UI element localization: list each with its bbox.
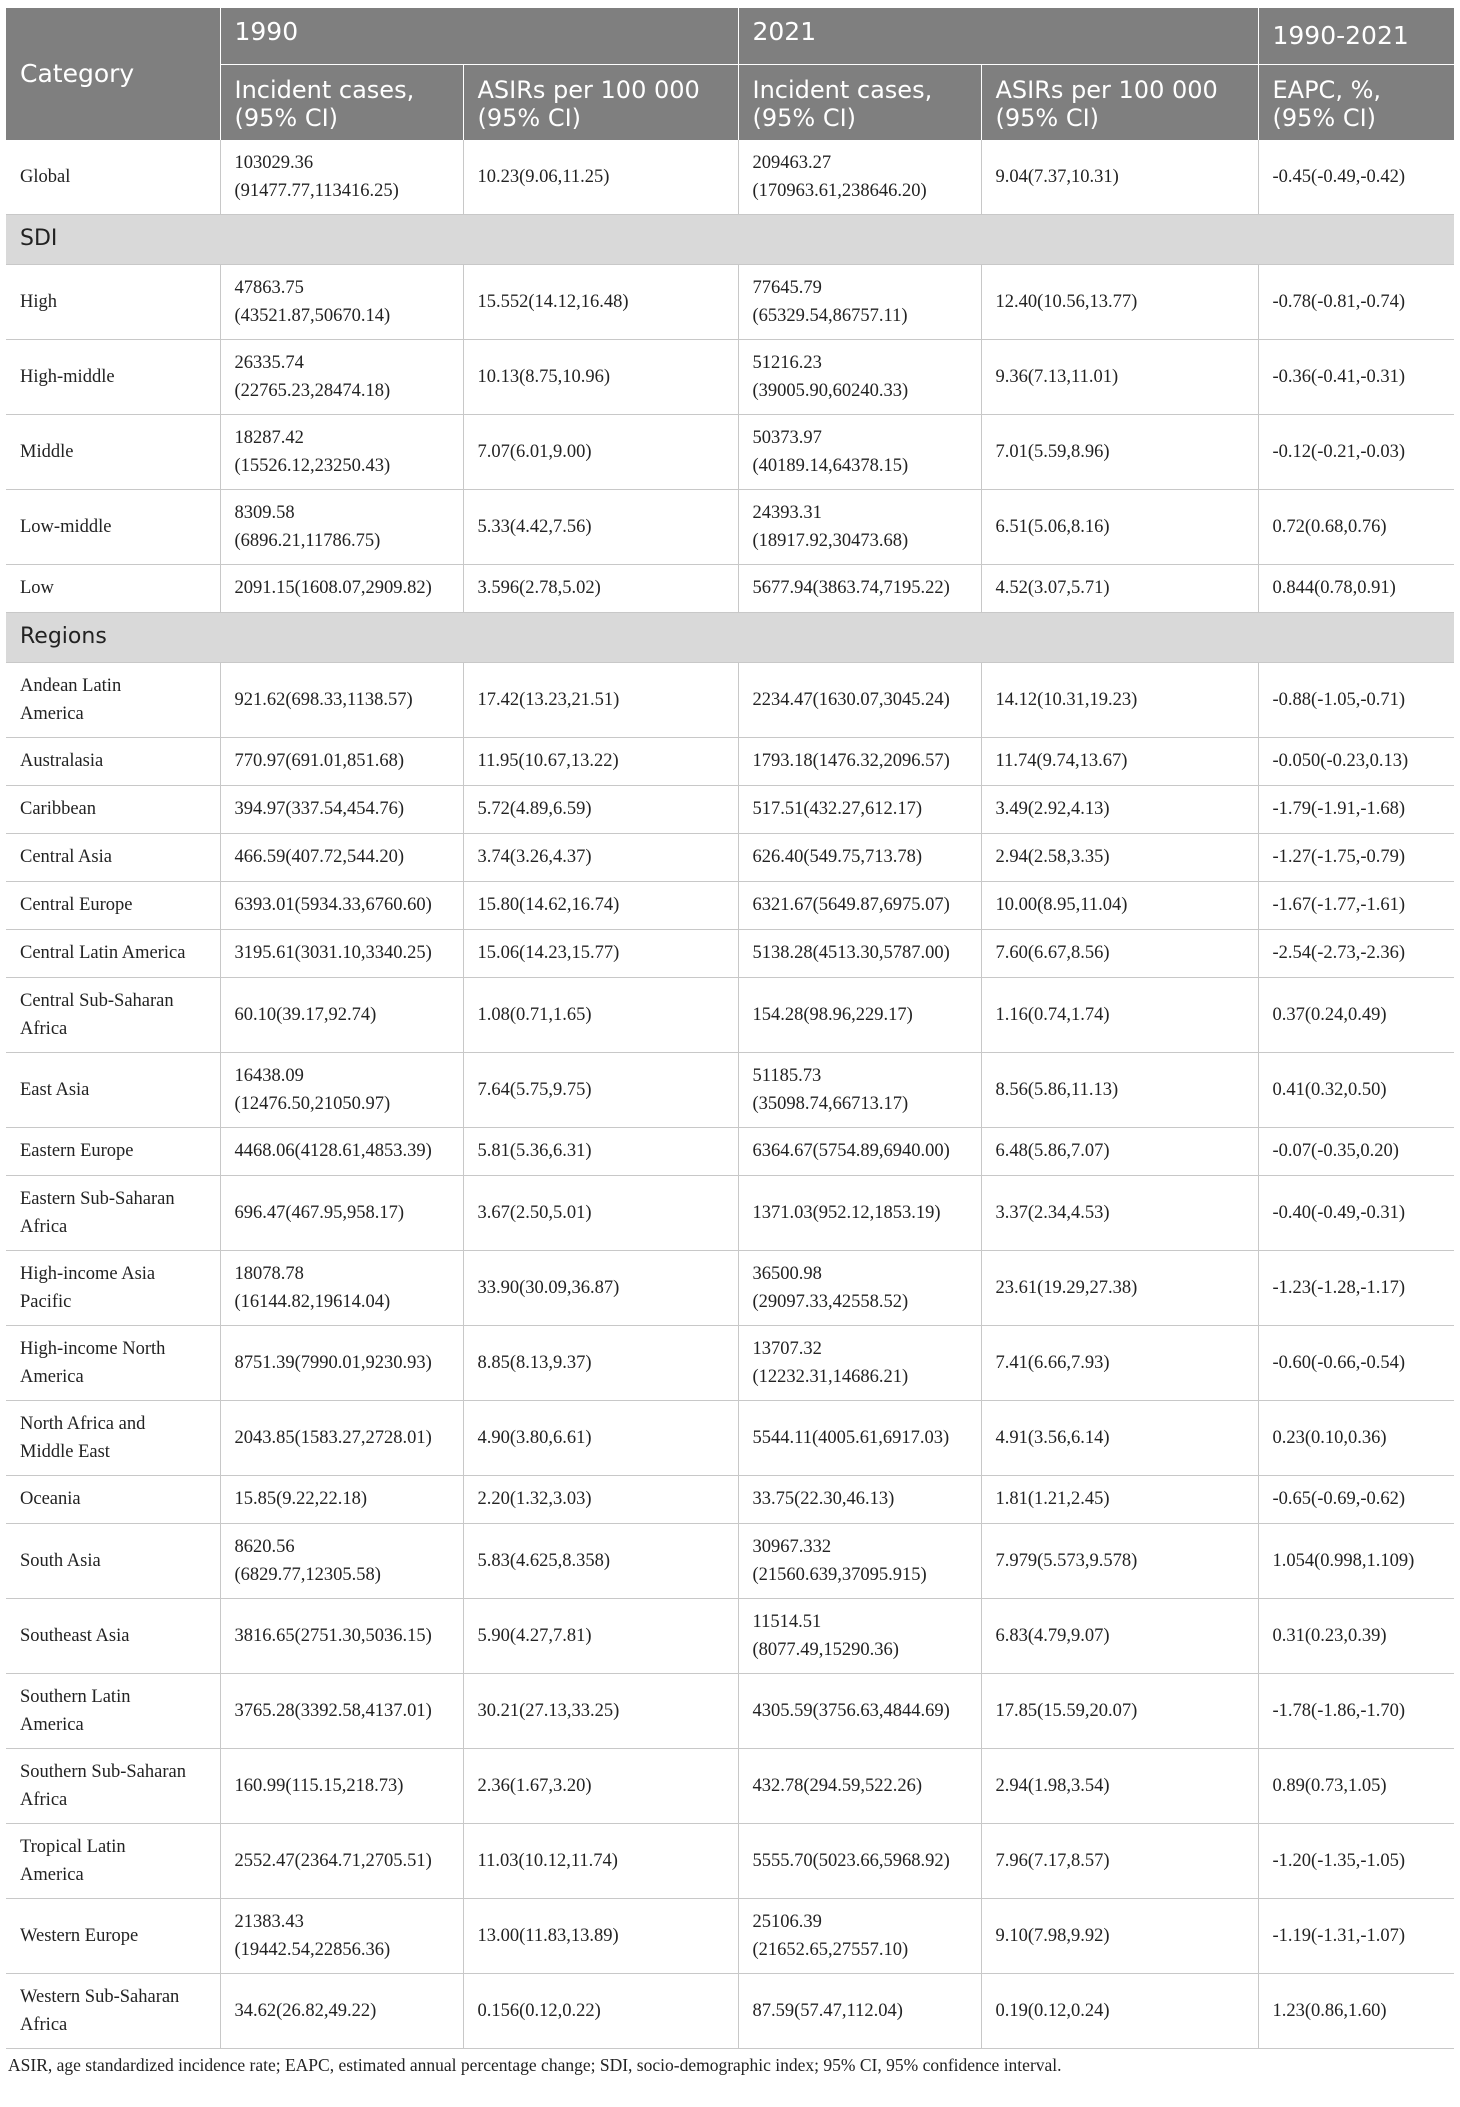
section-header-row [6, 612, 1454, 662]
table-row [6, 1598, 1454, 1673]
header-year-1990: 1990 [220, 8, 738, 65]
cell-asirs-2021: 11.74(9.74,13.67) [981, 737, 1258, 785]
cell-asirs-1990: 5.33(4.42,7.56) [463, 489, 738, 564]
cell-category: High-income Asia Pacific [6, 1250, 220, 1325]
cell-eapc: -1.78(-1.86,-1.70) [1258, 1673, 1454, 1748]
cell-asirs-1990: 15.552(14.12,16.48) [463, 264, 738, 339]
table-body [6, 140, 1454, 2049]
cell-asirs-1990: 15.06(14.23,15.77) [463, 929, 738, 977]
cell-asirs-2021: 1.16(0.74,1.74) [981, 977, 1258, 1052]
cell-category: Central Latin America [6, 929, 220, 977]
cell-incident-cases-1990: 8751.39(7990.01,9230.93) [220, 1325, 463, 1400]
cell-asirs-2021: 7.979(5.573,9.578) [981, 1523, 1258, 1598]
cell-category: South Asia [6, 1523, 220, 1598]
table-row [6, 1973, 1454, 2048]
cell-asirs-2021: 0.19(0.12,0.24) [981, 1973, 1258, 2048]
cell-asirs-2021: 6.48(5.86,7.07) [981, 1127, 1258, 1175]
cell-incident-cases-1990: 466.59(407.72,544.20) [220, 833, 463, 881]
cell-incident-cases-1990: 3765.28(3392.58,4137.01) [220, 1673, 463, 1748]
table-row [6, 662, 1454, 737]
cell-category: High-middle [6, 339, 220, 414]
cell-incident-cases-1990: 34.62(26.82,49.22) [220, 1973, 463, 2048]
cell-incident-cases-2021: 30967.332 (21560.639,37095.915) [738, 1523, 981, 1598]
cell-incident-cases-2021: 77645.79 (65329.54,86757.11) [738, 264, 981, 339]
cell-category: Southeast Asia [6, 1598, 220, 1673]
cell-eapc: 0.89(0.73,1.05) [1258, 1748, 1454, 1823]
header-period: 1990-2021 [1258, 8, 1454, 65]
cell-incident-cases-1990: 921.62(698.33,1138.57) [220, 662, 463, 737]
table-row [6, 1523, 1454, 1598]
table-row [6, 1823, 1454, 1898]
cell-incident-cases-2021: 50373.97 (40189.14,64378.15) [738, 414, 981, 489]
cell-eapc: 0.72(0.68,0.76) [1258, 489, 1454, 564]
cell-asirs-2021: 14.12(10.31,19.23) [981, 662, 1258, 737]
cell-asirs-2021: 7.41(6.66,7.93) [981, 1325, 1258, 1400]
cell-incident-cases-2021: 24393.31 (18917.92,30473.68) [738, 489, 981, 564]
header-year-2021: 2021 [738, 8, 1258, 65]
cell-eapc: 0.31(0.23,0.39) [1258, 1598, 1454, 1673]
cell-asirs-2021: 7.01(5.59,8.96) [981, 414, 1258, 489]
cell-asirs-2021: 2.94(2.58,3.35) [981, 833, 1258, 881]
cell-incident-cases-1990: 8309.58 (6896.21,11786.75) [220, 489, 463, 564]
cell-incident-cases-2021: 1793.18(1476.32,2096.57) [738, 737, 981, 785]
table-row [6, 414, 1454, 489]
cell-incident-cases-1990: 160.99(115.15,218.73) [220, 1748, 463, 1823]
cell-asirs-1990: 4.90(3.80,6.61) [463, 1400, 738, 1475]
table-row [6, 1175, 1454, 1250]
cell-eapc: -0.40(-0.49,-0.31) [1258, 1175, 1454, 1250]
cell-category: High [6, 264, 220, 339]
cell-eapc: 0.37(0.24,0.49) [1258, 977, 1454, 1052]
cell-asirs-2021: 9.04(7.37,10.31) [981, 140, 1258, 215]
table-row [6, 489, 1454, 564]
cell-incident-cases-2021: 209463.27 (170963.61,238646.20) [738, 140, 981, 215]
table-row [6, 1475, 1454, 1523]
cell-incident-cases-1990: 2043.85(1583.27,2728.01) [220, 1400, 463, 1475]
cell-asirs-1990: 3.74(3.26,4.37) [463, 833, 738, 881]
cell-category: East Asia [6, 1052, 220, 1127]
cell-incident-cases-2021: 11514.51 (8077.49,15290.36) [738, 1598, 981, 1673]
cell-asirs-1990: 30.21(27.13,33.25) [463, 1673, 738, 1748]
cell-asirs-1990: 5.90(4.27,7.81) [463, 1598, 738, 1673]
cell-asirs-1990: 10.13(8.75,10.96) [463, 339, 738, 414]
cell-eapc: 1.23(0.86,1.60) [1258, 1973, 1454, 2048]
table-row [6, 1673, 1454, 1748]
cell-eapc: -0.050(-0.23,0.13) [1258, 737, 1454, 785]
cell-eapc: 0.41(0.32,0.50) [1258, 1052, 1454, 1127]
cell-incident-cases-1990: 770.97(691.01,851.68) [220, 737, 463, 785]
cell-incident-cases-1990: 18078.78 (16144.82,19614.04) [220, 1250, 463, 1325]
cell-asirs-1990: 7.64(5.75,9.75) [463, 1052, 738, 1127]
cell-asirs-1990: 10.23(9.06,11.25) [463, 140, 738, 215]
cell-asirs-1990: 3.596(2.78,5.02) [463, 564, 738, 612]
cell-category: Eastern Europe [6, 1127, 220, 1175]
cell-asirs-2021: 1.81(1.21,2.45) [981, 1475, 1258, 1523]
table-row [6, 977, 1454, 1052]
cell-asirs-1990: 2.20(1.32,3.03) [463, 1475, 738, 1523]
cell-category: Caribbean [6, 785, 220, 833]
cell-asirs-2021: 9.10(7.98,9.92) [981, 1898, 1258, 1973]
cell-eapc: -0.65(-0.69,-0.62) [1258, 1475, 1454, 1523]
cell-category: Central Europe [6, 881, 220, 929]
header-eapc: EAPC, %, (95% CI) [1258, 65, 1454, 140]
table-row [6, 881, 1454, 929]
cell-asirs-2021: 3.37(2.34,4.53) [981, 1175, 1258, 1250]
cell-asirs-2021: 4.91(3.56,6.14) [981, 1400, 1258, 1475]
cell-incident-cases-1990: 8620.56 (6829.77,12305.58) [220, 1523, 463, 1598]
cell-incident-cases-2021: 25106.39 (21652.65,27557.10) [738, 1898, 981, 1973]
table-row [6, 1250, 1454, 1325]
cell-incident-cases-2021: 517.51(432.27,612.17) [738, 785, 981, 833]
cell-incident-cases-2021: 5555.70(5023.66,5968.92) [738, 1823, 981, 1898]
cell-asirs-1990: 3.67(2.50,5.01) [463, 1175, 738, 1250]
cell-asirs-1990: 5.83(4.625,8.358) [463, 1523, 738, 1598]
cell-category: Andean Latin America [6, 662, 220, 737]
table-row [6, 785, 1454, 833]
incidence-table [6, 8, 1454, 2049]
cell-eapc: -0.60(-0.66,-0.54) [1258, 1325, 1454, 1400]
table-row [6, 737, 1454, 785]
table-row [6, 564, 1454, 612]
cell-category: Low [6, 564, 220, 612]
table-row [6, 1325, 1454, 1400]
cell-eapc: -0.78(-0.81,-0.74) [1258, 264, 1454, 339]
cell-asirs-1990: 2.36(1.67,3.20) [463, 1748, 738, 1823]
cell-incident-cases-1990: 18287.42 (15526.12,23250.43) [220, 414, 463, 489]
cell-asirs-1990: 5.72(4.89,6.59) [463, 785, 738, 833]
cell-category: Tropical Latin America [6, 1823, 220, 1898]
cell-incident-cases-2021: 87.59(57.47,112.04) [738, 1973, 981, 2048]
cell-incident-cases-1990: 16438.09 (12476.50,21050.97) [220, 1052, 463, 1127]
cell-incident-cases-1990: 6393.01(5934.33,6760.60) [220, 881, 463, 929]
cell-asirs-2021: 8.56(5.86,11.13) [981, 1052, 1258, 1127]
cell-asirs-1990: 5.81(5.36,6.31) [463, 1127, 738, 1175]
cell-incident-cases-2021: 6364.67(5754.89,6940.00) [738, 1127, 981, 1175]
cell-asirs-1990: 11.03(10.12,11.74) [463, 1823, 738, 1898]
cell-eapc: -1.23(-1.28,-1.17) [1258, 1250, 1454, 1325]
cell-eapc: -1.27(-1.75,-0.79) [1258, 833, 1454, 881]
cell-incident-cases-1990: 103029.36 (91477.77,113416.25) [220, 140, 463, 215]
cell-asirs-1990: 0.156(0.12,0.22) [463, 1973, 738, 2048]
cell-asirs-1990: 8.85(8.13,9.37) [463, 1325, 738, 1400]
cell-eapc: -0.88(-1.05,-0.71) [1258, 662, 1454, 737]
cell-incident-cases-1990: 3195.61(3031.10,3340.25) [220, 929, 463, 977]
cell-category: Western Europe [6, 1898, 220, 1973]
cell-incident-cases-2021: 51216.23 (39005.90,60240.33) [738, 339, 981, 414]
cell-category: Middle [6, 414, 220, 489]
cell-asirs-2021: 7.96(7.17,8.57) [981, 1823, 1258, 1898]
cell-asirs-1990: 11.95(10.67,13.22) [463, 737, 738, 785]
cell-eapc: -0.07(-0.35,0.20) [1258, 1127, 1454, 1175]
cell-asirs-2021: 4.52(3.07,5.71) [981, 564, 1258, 612]
cell-eapc: -0.36(-0.41,-0.31) [1258, 339, 1454, 414]
cell-category: Southern Sub-Saharan Africa [6, 1748, 220, 1823]
cell-asirs-1990: 33.90(30.09,36.87) [463, 1250, 738, 1325]
cell-incident-cases-1990: 21383.43 (19442.54,22856.36) [220, 1898, 463, 1973]
cell-incident-cases-2021: 33.75(22.30,46.13) [738, 1475, 981, 1523]
cell-asirs-1990: 1.08(0.71,1.65) [463, 977, 738, 1052]
table-row [6, 1748, 1454, 1823]
cell-asirs-2021: 12.40(10.56,13.77) [981, 264, 1258, 339]
cell-category: High-income North America [6, 1325, 220, 1400]
cell-asirs-2021: 7.60(6.67,8.56) [981, 929, 1258, 977]
cell-incident-cases-2021: 1371.03(952.12,1853.19) [738, 1175, 981, 1250]
cell-asirs-2021: 23.61(19.29,27.38) [981, 1250, 1258, 1325]
cell-asirs-2021: 2.94(1.98,3.54) [981, 1748, 1258, 1823]
table-row [6, 1052, 1454, 1127]
cell-category: Eastern Sub-Saharan Africa [6, 1175, 220, 1250]
cell-incident-cases-2021: 626.40(549.75,713.78) [738, 833, 981, 881]
cell-category: Central Sub-Saharan Africa [6, 977, 220, 1052]
cell-eapc: -0.12(-0.21,-0.03) [1258, 414, 1454, 489]
header-category: Category [6, 8, 220, 140]
cell-incident-cases-2021: 4305.59(3756.63,4844.69) [738, 1673, 981, 1748]
cell-eapc: 1.054(0.998,1.109) [1258, 1523, 1454, 1598]
cell-asirs-2021: 6.83(4.79,9.07) [981, 1598, 1258, 1673]
header-incident-cases-2021: Incident cases, (95% CI) [738, 65, 981, 140]
section-header-row [6, 214, 1454, 264]
cell-incident-cases-2021: 6321.67(5649.87,6975.07) [738, 881, 981, 929]
table-header [6, 8, 1454, 140]
cell-incident-cases-2021: 36500.98 (29097.33,42558.52) [738, 1250, 981, 1325]
cell-eapc: 0.844(0.78,0.91) [1258, 564, 1454, 612]
cell-category: Central Asia [6, 833, 220, 881]
cell-category: Western Sub-Saharan Africa [6, 1973, 220, 2048]
cell-incident-cases-1990: 2091.15(1608.07,2909.82) [220, 564, 463, 612]
cell-incident-cases-1990: 47863.75 (43521.87,50670.14) [220, 264, 463, 339]
cell-category: Low-middle [6, 489, 220, 564]
cell-asirs-2021: 10.00(8.95,11.04) [981, 881, 1258, 929]
table-footnote: ASIR, age standardized incidence rate; EAPC, estimated annual percentage change; SDI, socio-demographic index; 95% CI, 95% confidence interval. [8, 2054, 1062, 2075]
cell-asirs-2021: 6.51(5.06,8.16) [981, 489, 1258, 564]
cell-category: Australasia [6, 737, 220, 785]
table-figure [6, 8, 1454, 2076]
cell-incident-cases-1990: 15.85(9.22,22.18) [220, 1475, 463, 1523]
cell-category: Southern Latin America [6, 1673, 220, 1748]
section-label: Regions [6, 612, 1454, 662]
cell-incident-cases-2021: 51185.73 (35098.74,66713.17) [738, 1052, 981, 1127]
cell-eapc: -0.45(-0.49,-0.42) [1258, 140, 1454, 215]
cell-eapc: -1.79(-1.91,-1.68) [1258, 785, 1454, 833]
section-label: SDI [6, 214, 1454, 264]
cell-eapc: 0.23(0.10,0.36) [1258, 1400, 1454, 1475]
cell-asirs-1990: 17.42(13.23,21.51) [463, 662, 738, 737]
table-row [6, 929, 1454, 977]
cell-incident-cases-1990: 26335.74 (22765.23,28474.18) [220, 339, 463, 414]
table-row [6, 1400, 1454, 1475]
table-row [6, 339, 1454, 414]
cell-eapc: -1.20(-1.35,-1.05) [1258, 1823, 1454, 1898]
cell-category: Oceania [6, 1475, 220, 1523]
cell-eapc: -1.67(-1.77,-1.61) [1258, 881, 1454, 929]
cell-incident-cases-2021: 154.28(98.96,229.17) [738, 977, 981, 1052]
header-incident-cases-1990: Incident cases, (95% CI) [220, 65, 463, 140]
cell-asirs-2021: 17.85(15.59,20.07) [981, 1673, 1258, 1748]
cell-asirs-1990: 7.07(6.01,9.00) [463, 414, 738, 489]
cell-incident-cases-1990: 4468.06(4128.61,4853.39) [220, 1127, 463, 1175]
cell-asirs-1990: 15.80(14.62,16.74) [463, 881, 738, 929]
header-asirs-1990: ASIRs per 100 000 (95% CI) [463, 65, 738, 140]
cell-incident-cases-2021: 13707.32 (12232.31,14686.21) [738, 1325, 981, 1400]
cell-incident-cases-1990: 2552.47(2364.71,2705.51) [220, 1823, 463, 1898]
table-row [6, 1898, 1454, 1973]
cell-asirs-1990: 13.00(11.83,13.89) [463, 1898, 738, 1973]
table-row [6, 264, 1454, 339]
header-asirs-2021: ASIRs per 100 000 (95% CI) [981, 65, 1258, 140]
cell-category: North Africa and Middle East [6, 1400, 220, 1475]
cell-category: Global [6, 140, 220, 215]
cell-incident-cases-1990: 696.47(467.95,958.17) [220, 1175, 463, 1250]
cell-incident-cases-2021: 432.78(294.59,522.26) [738, 1748, 981, 1823]
cell-eapc: -1.19(-1.31,-1.07) [1258, 1898, 1454, 1973]
cell-eapc: -2.54(-2.73,-2.36) [1258, 929, 1454, 977]
cell-incident-cases-1990: 3816.65(2751.30,5036.15) [220, 1598, 463, 1673]
cell-incident-cases-2021: 5544.11(4005.61,6917.03) [738, 1400, 981, 1475]
cell-incident-cases-1990: 394.97(337.54,454.76) [220, 785, 463, 833]
cell-incident-cases-2021: 2234.47(1630.07,3045.24) [738, 662, 981, 737]
table-row [6, 1127, 1454, 1175]
cell-asirs-2021: 9.36(7.13,11.01) [981, 339, 1258, 414]
table-row [6, 140, 1454, 215]
cell-incident-cases-1990: 60.10(39.17,92.74) [220, 977, 463, 1052]
cell-incident-cases-2021: 5677.94(3863.74,7195.22) [738, 564, 981, 612]
cell-asirs-2021: 3.49(2.92,4.13) [981, 785, 1258, 833]
table-row [6, 833, 1454, 881]
cell-incident-cases-2021: 5138.28(4513.30,5787.00) [738, 929, 981, 977]
